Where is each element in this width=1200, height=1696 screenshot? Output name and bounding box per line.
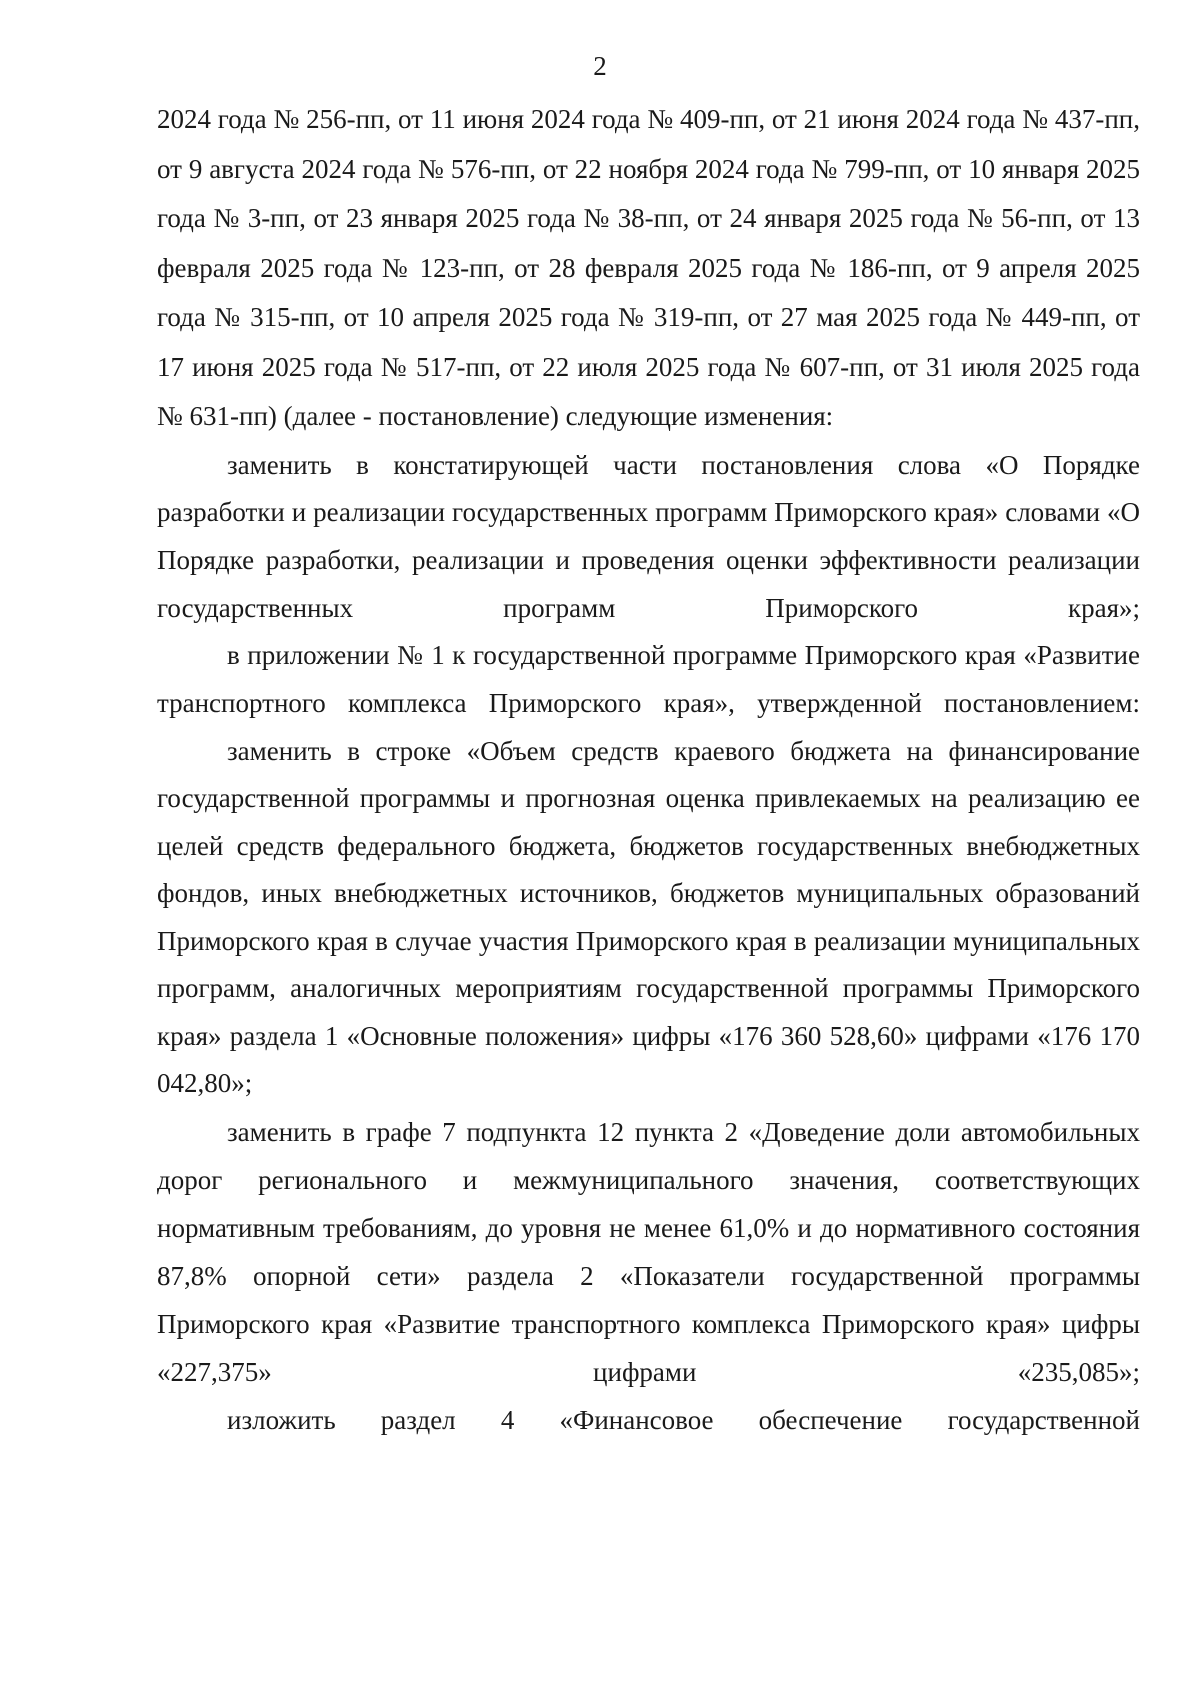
paragraph-appendix-intro: в приложении № 1 к государственной программе Приморского края «Развитие транспортного комплекса Приморского края», утвержденной постановлением:: [157, 640, 1140, 719]
page-number: 2: [593, 51, 607, 81]
paragraph-preamble-change: заменить в констатирующей части постановления слова «О Порядке разработки и реализации государственных программ Приморского края» словами «О Порядке разработки, реализации и проведения оценки эффективности реализации государственных программ Приморского края»;: [157, 449, 1140, 623]
paragraph-amendment-list: 2024 года № 256-пп, от 11 июня 2024 года № 409-пп, от 21 июня 2024 года № 437-пп, от 9 августа 2024 года № 576-пп, от 22 ноября 2024 года № 799-пп, от 10 января 2025 года № 3-пп, от 23 января 2025 года № 38-пп, от 24 января 2025 года № 56-пп, от 13 февраля 2025 года № 123-пп, от 28 февраля 2025 года № 186-пп, от 9 апреля 2025 года № 315-пп, от 10 апреля 2025 года № 319-пп, от 27 мая 2025 года № 449-пп, от 17 июня 2025 года № 517-пп, от 22 июля 2025 года № 607-пп, от 31 июля 2025 года № 631-пп) (далее - постановление) следующие изменения:: [157, 104, 1140, 431]
paragraph-section-4-start: изложить раздел 4 «Финансовое обеспечение государственной: [227, 1404, 1140, 1435]
document-body: [157, 95, 1140, 1445]
paragraph-budget-change: заменить в строке «Объем средств краевого бюджета на финансирование государственной программы и прогнозная оценка привлекаемых на реализацию ее целей средств федерального бюджета, бюджетов государственных внебюджетных фондов, иных внебюджетных источников, бюджетов муниципальных образований Приморского края в случае участия Приморского края в реализации муниципальных программ, аналогичных мероприятиям государственной программы Приморского края» раздела 1 «Основные положения» цифры «176 360 528,60» цифрами «176 170 042,80»;: [157, 735, 1140, 1099]
paragraph-indicator-change: заменить в графе 7 подпункта 12 пункта 2 «Доведение доли автомобильных дорог регионального и межмуниципального значения, соответствующих нормативным требованиям, до уровня не менее 61,0% и до нормативного состояния 87,8% опорной сети» раздела 2 «Показатели государственной программы Приморского края «Развитие транспортного комплекса Приморского края» цифры «227,375» цифрами «235,085»;: [157, 1116, 1140, 1387]
